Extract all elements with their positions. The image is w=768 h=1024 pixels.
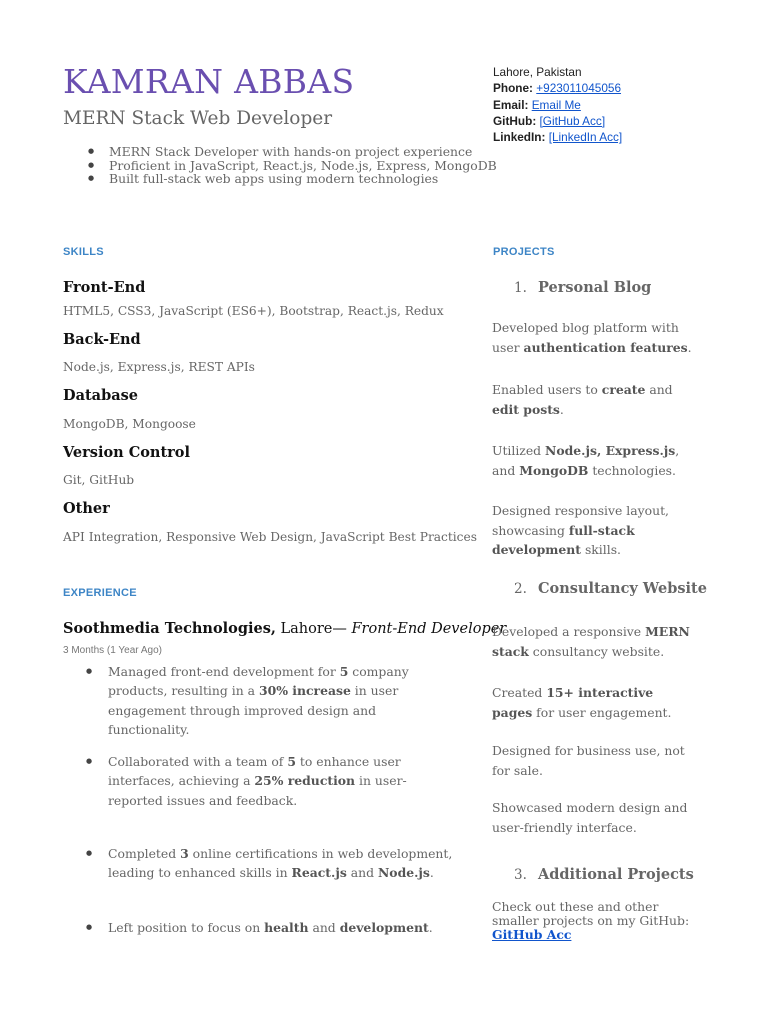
github-projects-link[interactable]: GitHub Acc [492, 926, 572, 942]
experience-bullet [86, 844, 456, 884]
bullet-dot: ● [86, 849, 93, 857]
bullet-text: Left position to focus on health and development. [108, 920, 433, 935]
project-paragraph: Designed for business use, not for sale. [492, 743, 685, 778]
skill-group-items: HTML5, CSS3, JavaScript (ES6+), Bootstrap, React.js, Redux [63, 304, 444, 318]
project-paragraph: Designed responsive layout, showcasing full-stack development skills. [492, 503, 669, 558]
contact-phone-row [493, 80, 753, 96]
resume-name: KAMRAN ABBAS [63, 62, 355, 101]
resume-role: MERN Stack Web Developer [63, 108, 333, 129]
bullet-text: Completed 3 online certifications in web development, leading to enhanced skills in React.js and Node.js. [108, 846, 453, 881]
skills-heading: SKILLS [63, 246, 104, 258]
summary-item: ● Built full-stack web apps using modern technologies [88, 172, 478, 186]
email-label: Email: [493, 97, 529, 112]
experience-duration: 3 Months (1 Year Ago) [63, 645, 162, 656]
contact-block [493, 64, 753, 145]
project-name: Consultancy Website [538, 580, 707, 597]
bullet-text: Collaborated with a team of 5 to enhance user interfaces, achieving a 25% reduction in user-reported issues and feedback. [108, 754, 407, 808]
contact-email-row [493, 97, 753, 113]
contact-location: Lahore, Pakistan [493, 65, 582, 79]
company-location: Lahore— [275, 621, 352, 637]
project-title [514, 279, 651, 296]
github-link[interactable]: [GitHub Acc] [539, 113, 606, 128]
project-paragraph: Developed a responsive MERN stack consultancy website. [492, 624, 690, 659]
project-paragraph: Developed blog platform with user authentication features. [492, 320, 692, 355]
skill-group-items: MongoDB, Mongoose [63, 417, 196, 431]
skill-group-items: Git, GitHub [63, 473, 135, 487]
project-name: Personal Blog [538, 279, 652, 296]
project-paragraph: Created 15+ interactive pages for user engagement. [492, 685, 672, 720]
phone-link[interactable]: +923011045056 [536, 81, 622, 96]
experience-bullet [86, 918, 456, 938]
skill-group-items: Node.js, Express.js, REST APIs [63, 360, 255, 374]
summary-item: ● Proficient in JavaScript, React.js, Node.js, Express, MongoDB [88, 159, 478, 173]
company-name: Soothmedia Technologies, [63, 620, 276, 637]
bullet-dot: ● [86, 667, 93, 675]
phone-label: Phone: [493, 81, 533, 96]
experience-title [63, 620, 506, 637]
skill-group-title: Other [63, 500, 110, 517]
skill-group-title: Version Control [63, 444, 190, 461]
skill-group-items: API Integration, Responsive Web Design, JavaScript Best Practices [63, 530, 477, 544]
project-title [514, 580, 707, 597]
project-number: 2. [514, 581, 527, 597]
linkedin-label: LinkedIn: [493, 130, 546, 145]
experience-bullet [86, 662, 456, 738]
skill-group-title: Database [63, 387, 138, 404]
project-title [514, 866, 694, 883]
contact-github-row [493, 113, 753, 129]
experience-bullet [86, 752, 456, 812]
bullet-dot: ● [86, 757, 93, 765]
job-position: Front-End Developer [351, 621, 507, 637]
project-number: 1. [514, 280, 527, 296]
bullet-text: Managed front-end development for 5 company products, resulting in a 30% increase in user engagement through improved design and functionality. [108, 664, 409, 738]
project-name: Additional Projects [538, 866, 694, 883]
experience-heading: EXPERIENCE [63, 587, 137, 599]
skill-group-title: Back-End [63, 331, 141, 348]
bullet-dot: ● [86, 923, 93, 931]
project-paragraph: Showcased modern design and user-friendly interface. [492, 800, 688, 835]
skill-group-title: Front-End [63, 279, 146, 296]
projects-heading: PROJECTS [493, 246, 555, 258]
project-paragraph: Check out these and other smaller projects on my GitHub: GitHub Acc [492, 899, 690, 942]
summary-item: ● MERN Stack Developer with hands-on project experience [88, 145, 478, 159]
contact-linkedin-row [493, 129, 753, 145]
project-paragraph: Enabled users to create and edit posts. [492, 382, 673, 417]
project-number: 3. [514, 867, 527, 883]
linkedin-link[interactable]: [LinkedIn Acc] [548, 130, 623, 145]
summary-list [88, 144, 497, 187]
github-label: GitHub: [493, 113, 537, 128]
email-link[interactable]: Email Me [531, 97, 581, 112]
project-paragraph: Utilized Node.js, Express.js, and MongoDB technologies. [492, 443, 680, 478]
